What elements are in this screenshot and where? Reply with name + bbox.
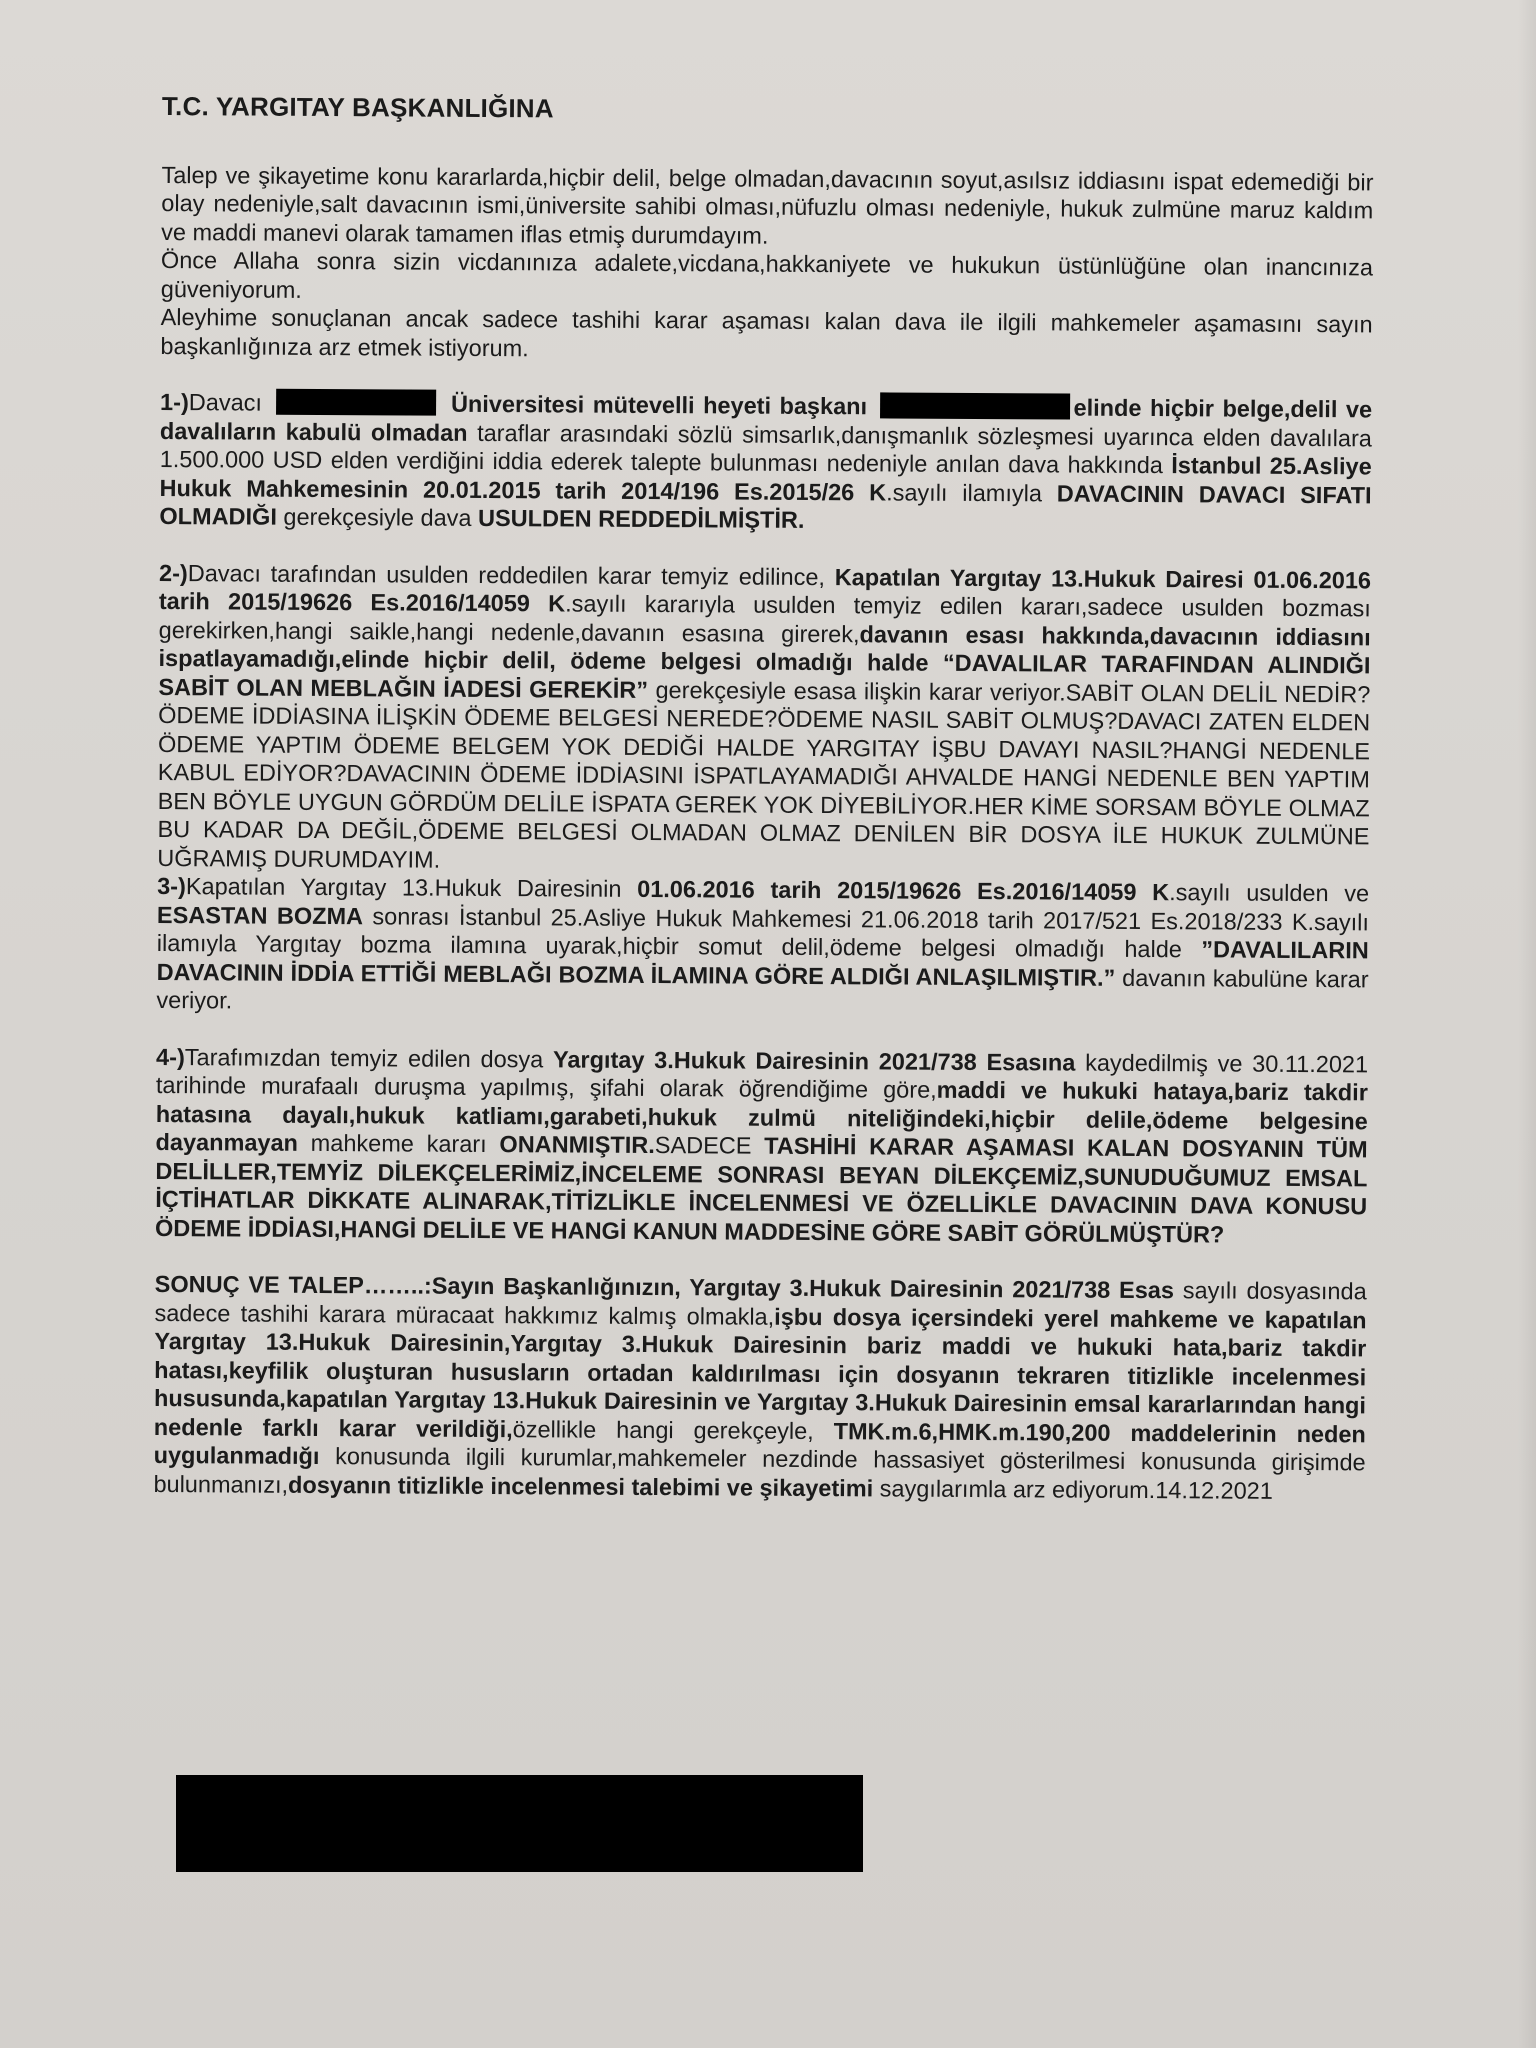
section-3-text-c: .sayılı usulden ve xyxy=(1169,879,1370,907)
section-4-text-e: mahkeme kararı xyxy=(297,1129,500,1158)
redacted-signature-block xyxy=(176,1775,863,1872)
redacted-name-block-2 xyxy=(880,392,1070,419)
conclusion-text-b: sayılı dosyasında sadece tashihi karara müracaat hakkımız kalmış olmakla, xyxy=(154,1277,1367,1330)
conclusion-text-h: saygılarımla arz ediyorum.14.12.2021 xyxy=(873,1474,1273,1504)
conclusion-text-c: işbu dosya içersindeki yerel mahkeme ve kapatılan Yargıtay 13.Hukuk Dairesinin,Yargıtay 3.Hukuk Dairesinin bariz maddi ve hukuki hata,bariz takdir hatası,keyfilik oluşturan hususların ortadan kaldırılması için dosyanın tekraren titizlikle incelenmesi hususunda,kapatılan Yargıtay 13.Hukuk Dairesinin ve Yargıtay 3.Hukuk Dairesinin emsal kararlarından hangi nedenle farklı karar verildiği, xyxy=(153,1303,1367,1442)
section-4-text-d: maddi ve hukuki hataya,bariz takdir hatasına dayalı,hukuk katliamı,garabeti,hukuk zulmü niteliğindeki,hiçbir delile,ödeme belgesine dayanmayan xyxy=(155,1076,1368,1156)
letter-body xyxy=(153,92,1374,1505)
section-3-number: 3-) xyxy=(157,872,186,900)
section-3-text-a: Kapatılan Yargıtay 13.Hukuk Dairesinin xyxy=(185,873,638,902)
intro-paragraph-2: Önce Allaha sonra sizin vicdanınıza adalete,vicdana,hakkaniyete ve hukukun üstünlüğüne olan inancınıza güveniyorum. xyxy=(160,246,1374,303)
conclusion-text-f: konusunda ilgili kurumlar,mahkemeler nezdinde hassasiyet gösterilmesi konusunda girişimde bulunmanızı, xyxy=(153,1442,1366,1498)
section-4-text-h: TASHİHİ KARAR AŞAMASI KALAN DOSYANIN TÜM DELİLLER,TEMYİZ DİLEKÇELERİMİZ,İNCELEME SONRASI BEYAN DİLEKÇEMİZ,SUNUDUĞUMUZ EMSAL İÇTİHATLAR DİKKATE ALINARAK,TİTİZLİKLE İNCELENMESİ VE ÖZELLİKLE DAVACININ DAVA KONUSU ÖDEME İDDİASI,HANGİ DELİLE VE HANGİ KANUN MADDESİNE GÖRE SABİT GÖRÜLMÜŞTÜR? xyxy=(154,1132,1368,1248)
section-1-number: 1-) xyxy=(160,388,189,416)
section-2-text-d: davanın esası hakkında,davacının iddiasını ispatlayamadığı,elinde hiçbir delil, ödeme belgesi olmadığı halde “DAVALILAR TARAFINDAN ALINDIĞI SABİT OLAN MEBLAĞIN İADESİ GEREKİR” xyxy=(158,620,1371,703)
section-4-text-c: kaydedilmiş ve 30.11.2021 tarihinde murafaalı duruşma yapılmış, şifahi olarak öğrendiğime göre, xyxy=(155,1049,1369,1103)
section-2-text-c: .sayılı kararıyla usulden temyiz edilen kararı,sadece usulden bozması gerekirken,hangi saikle,hangi nedenle,davanın esasına girerek, xyxy=(158,590,1371,647)
section-4-text-a: Tarafımızdan temyiz edilen dosya xyxy=(184,1043,554,1072)
section-1-text-e: İstanbul 25.Asliye Hukuk Mahkemesinin 20.01.2015 tarih 2014/196 Es.2015/26 K xyxy=(159,452,1372,505)
section-1-text-g: DAVACININ DAVACI SIFATI OLMADIĞI xyxy=(159,479,1372,530)
section-1-text-i: USULDEN REDDEDİLMİŞTİR. xyxy=(477,504,805,533)
section-4-text-g: SADECE xyxy=(654,1132,765,1159)
section-2 xyxy=(157,558,1371,879)
section-1-text-d: taraflar arasındaki sözlü simsarlık,danışmanlık sözleşmesi uyarınca elden davalılara 1.500.000 USD elden verdiğini iddia ederek talepte bulunması nedeniyle anılan dava hakkında xyxy=(159,419,1372,479)
conclusion-text-g: dosyanın titizlikle incelenmesi talebimi ve şikayetimi xyxy=(287,1471,874,1501)
section-4-number: 4-) xyxy=(156,1043,185,1070)
section-3-text-d: ESASTAN BOZMA xyxy=(156,901,364,929)
section-1-text-a: Davacı xyxy=(188,389,271,416)
section-2-number: 2-) xyxy=(158,559,188,586)
intro-paragraph-1: Talep ve şikayetime konu kararlarda,hiçbir delil, belge olmadan,davacının soyut,asılsız iddiasını ispat edemediği bir olay nedeniyle,salt davacının ismi,üniversite sahibi olması,nüfuzlu olması nedeniyle, hukuk zulmüne maruz kaldım ve maddi manevi olarak tamamen iflas etmiş durumdayım. xyxy=(161,161,1374,249)
conclusion-text-a: SONUÇ VE TALEP……..:Sayın Başkanlığınızın, Yargıtay 3.Hukuk Dairesinin 2021/738 Esas xyxy=(154,1270,1175,1304)
conclusion-paragraph xyxy=(153,1270,1366,1505)
section-2-text-e: gerekçesiyle esasa ilişkin karar veriyor.SABİT OLAN DELİL NEDİR?ÖDEME İDDİASINA İLİŞKİN ÖDEME BELGESİ NEREDE?ÖDEME NASIL SABİT OLMUŞ?DAVACI ZATEN ELDEN ÖDEME YAPTIM ÖDEME BELGEM YOK DEDİĞİ HALDE YARGITAY İŞBU DAVAYI NASIL?HANGİ NEDENLE KABUL EDİYOR?DAVACININ ÖDEME İDDİASINI İSPATLAYAMADIĞI AHVALDE HANGİ NEDENLE BEN YAPTIM BEN BÖYLE UYGUN GÖRDÜM DELİLE İSPATA GEREK YOK DİYEBİLİYOR.HER KİME SORSAM BÖYLE OLMAZ BU KADAR DA DEĞİL,ÖDEME BELGESİ OLMADAN OLMAZ DENİLEN BİR DOSYA İLE HUKUK ZULMÜNE UĞRAMIŞ DURUMDAYIM. xyxy=(157,676,1371,873)
section-4-text-f: ONANMIŞTIR. xyxy=(499,1131,655,1159)
section-1-text-c: elinde hiçbir belge,delil ve davalıların kabulü olmadan xyxy=(159,394,1373,446)
page-edge-shadow xyxy=(1518,0,1536,2048)
section-2-text-a: Davacı tarafından usulden reddedilen karar temyiz edilince, xyxy=(187,559,835,590)
section-1 xyxy=(159,388,1372,538)
section-4 xyxy=(155,1042,1368,1249)
intro-paragraph-3: Aleyhime sonuçlanan ancak sadece tashihi karar aşaması kalan dava ile ilgili mahkemeler aşamasını sayın başkanlığınıza arz etmek istiyorum. xyxy=(160,303,1373,361)
section-3-text-f: ”DAVALILARIN DAVACININ İDDİA ETTİĞİ MEBLAĞI BOZMA İLAMINA GÖRE ALDIĞI ANLAŞILMIŞTIR.” xyxy=(156,936,1369,991)
section-2-text-b: Kapatılan Yargıtay 13.Hukuk Dairesi 01.06.2016 tarih 2015/19626 Es.2016/14059 K xyxy=(158,563,1372,617)
letter-title: T.C. YARGITAY BAŞKANLIĞINA xyxy=(161,91,554,124)
section-1-text-f: .sayılı ilamıyla xyxy=(886,478,1057,506)
conclusion-text-d: özellikle hangi gerekçeyle, xyxy=(512,1415,834,1444)
section-3-text-g: davanın kabulüne karar veriyor. xyxy=(156,964,1369,1014)
section-1-text-b: Üniversitesi mütevelli heyeti başkanı xyxy=(442,390,876,420)
section-1-text-h: gerekçesiyle dava xyxy=(276,503,479,531)
redacted-name-block xyxy=(276,389,436,416)
section-3-text-b: 01.06.2016 tarih 2015/19626 Es.2016/14059 K xyxy=(637,875,1170,906)
section-4-text-b: Yargıtay 3.Hukuk Dairesinin 2021/738 Esasına xyxy=(552,1045,1076,1076)
section-3 xyxy=(156,872,1369,1022)
conclusion-text-e: TMK.m.6,HMK.m.190,200 maddelerinin neden uygulanmadığı xyxy=(153,1417,1366,1469)
section-3-text-e: sonrası İstanbul 25.Asliye Hukuk Mahkemesi 21.06.2018 tarih 2017/521 Es.2018/233 K.sayılı ilamıyla Yargıtay bozma ilamına uyarak,hiçbir somut delil,ödeme belgesi olmadığı halde xyxy=(156,902,1370,963)
